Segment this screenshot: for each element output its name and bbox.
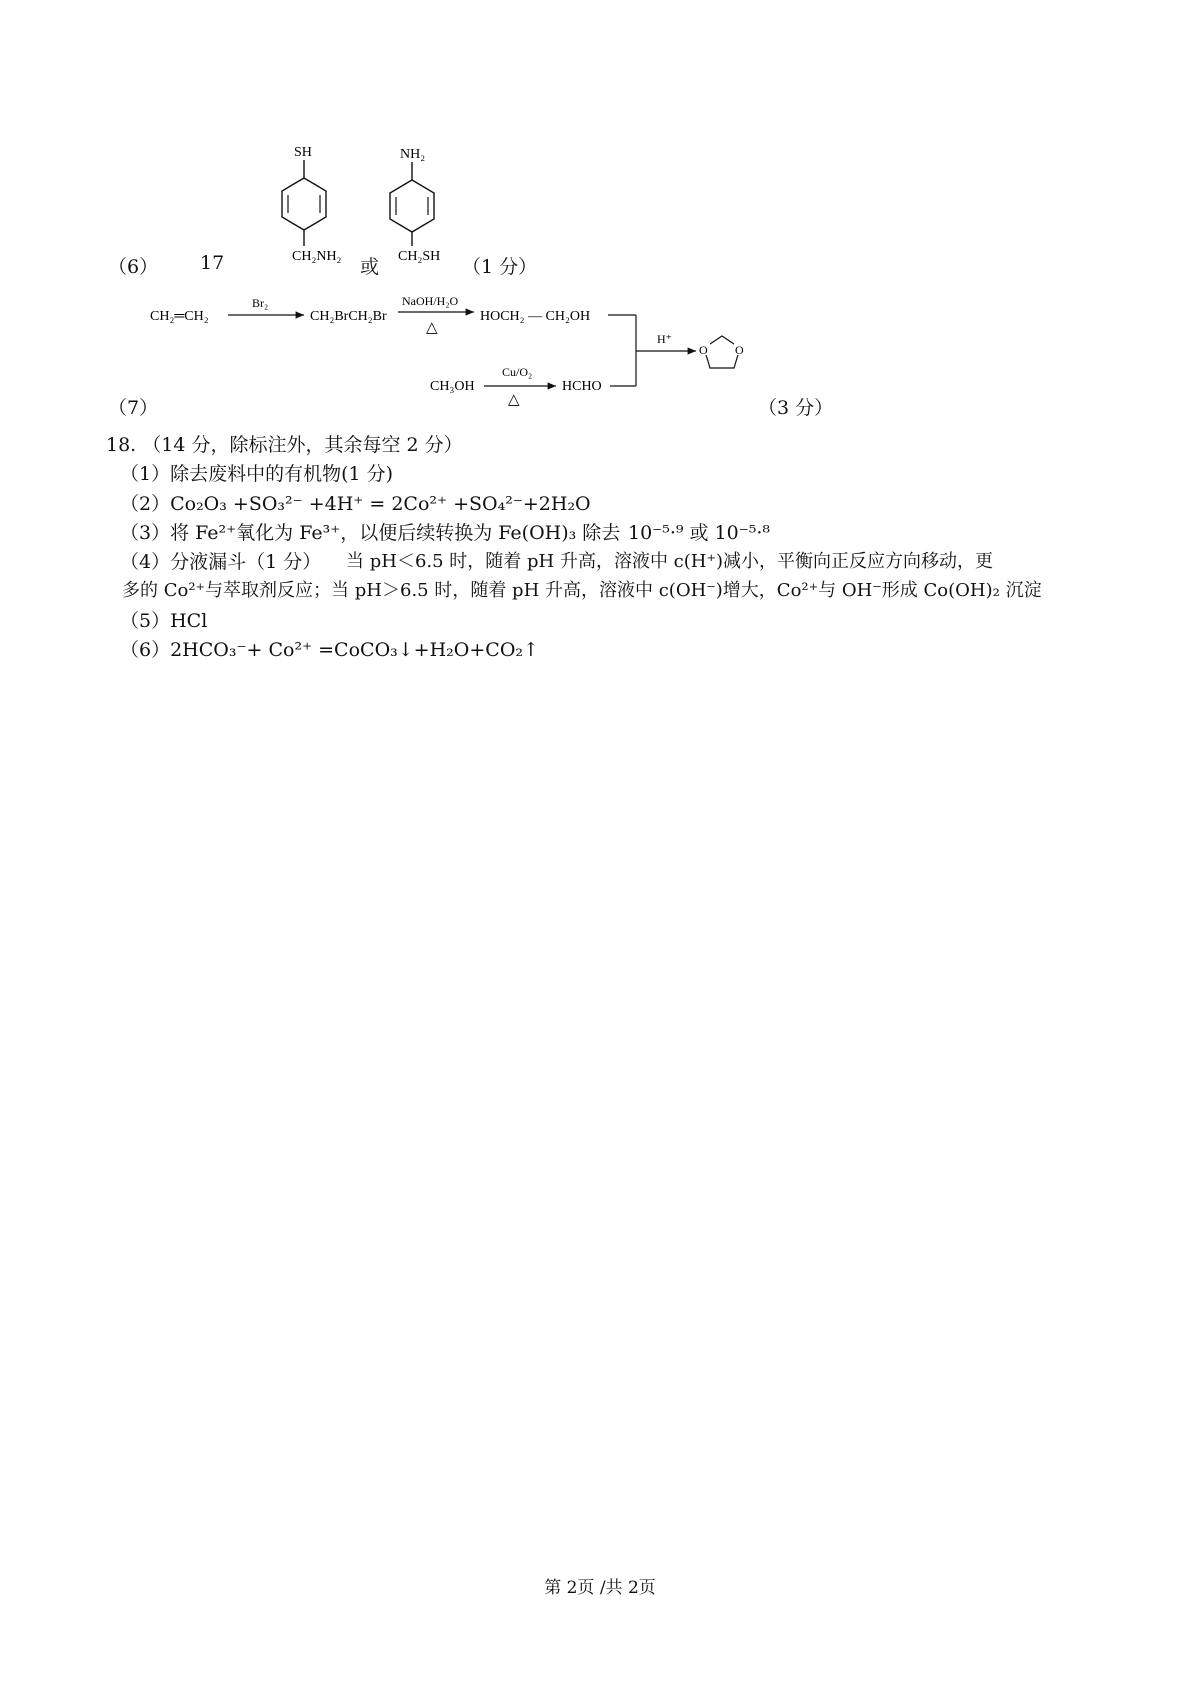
page-footer: 第 2页 /共 2页 bbox=[544, 1578, 656, 1598]
q18-line-3-text: 将 Fe²⁺氧化为 Fe³⁺，以便后续转换为 Fe(OH)₃ 除去 bbox=[170, 522, 621, 544]
heat-symbol-1: △ bbox=[426, 320, 438, 336]
dibromoethane: CH₂BrCH₂Br bbox=[310, 309, 387, 324]
q17-part6-answer: 17 bbox=[200, 252, 225, 274]
q18-line-1: （1）除去废料中的有机物(1 分) bbox=[120, 463, 394, 485]
q18-line-5: （5）HCl bbox=[120, 610, 208, 632]
mol2-top-group: NH₂ bbox=[400, 147, 426, 162]
q18-line-4-continuation: 多的 Co²⁺与萃取剂反应；当 pH＞6.5 时，随着 pH 升高，溶液中 c(OH⁻)增大，Co²⁺与 OH⁻形成 Co(OH)₂ 沉淀 bbox=[122, 580, 1042, 601]
ring-oxygen-left: O bbox=[699, 343, 708, 357]
ethylene: CH₂═CH₂ bbox=[150, 309, 209, 324]
q18-line-2-equation: Co₂O₃ +SO₃²⁻ +4H⁺ = 2Co²⁺ +SO₄²⁻+2H₂O bbox=[170, 493, 591, 515]
reagent-naoh-h2o: NaOH/H₂O bbox=[402, 294, 459, 308]
q17-part6-score: （1 分） bbox=[462, 256, 538, 278]
q18-line-3 bbox=[120, 518, 620, 545]
q18-header: 18. （14 分，除标注外，其余每空 2 分） bbox=[106, 434, 463, 456]
mol2-bottom-group: CH₂SH bbox=[398, 249, 441, 264]
q18-line-2 bbox=[120, 489, 591, 516]
q18-line-6-equation: 2HCO₃⁻+ Co²⁺ =CoCO₃↓+H₂O+CO₂↑ bbox=[170, 639, 539, 661]
synthesis-scheme bbox=[140, 290, 820, 430]
q18-line-4-label: （4） bbox=[120, 551, 171, 573]
ring-oxygen-right: O bbox=[735, 343, 744, 357]
q18-line-4-answer-b: 当 pH＜6.5 时，随着 pH 升高，溶液中 c(H⁺)减小，平衡向正反应方向移动，更 bbox=[346, 551, 993, 572]
mol1-top-group: SH bbox=[294, 145, 312, 160]
q17-part6-label: （6） bbox=[108, 256, 159, 278]
q18-line-3-label: （3） bbox=[120, 522, 171, 544]
q18-line-4 bbox=[120, 547, 321, 574]
heat-symbol-2: △ bbox=[508, 392, 520, 408]
q17-part7-label: （7） bbox=[108, 397, 159, 419]
molecule-structure-1 bbox=[260, 138, 370, 273]
q18-line-2-label: （2） bbox=[120, 493, 171, 515]
q18-line-6 bbox=[120, 635, 539, 662]
reagent-br2: Br₂ bbox=[252, 296, 269, 310]
mol1-bottom-group: CH₂NH₂ bbox=[292, 249, 342, 264]
q18-line-3-answer: 10⁻⁵·⁹ 或 10⁻⁵·⁸ bbox=[628, 522, 771, 544]
methanol: CH₃OH bbox=[430, 379, 475, 394]
q17-part7-score: （3 分） bbox=[758, 397, 834, 419]
q18-line-6-label: （6） bbox=[120, 639, 171, 661]
acid-catalyst: H⁺ bbox=[657, 332, 672, 346]
or-word: 或 bbox=[360, 256, 380, 278]
q18-line-4-answer-a: 分液漏斗（1 分） bbox=[170, 551, 322, 573]
ethylene-glycol: HOCH₂ — CH₂OH bbox=[480, 309, 591, 324]
reagent-cu-o2: Cu/O₂ bbox=[502, 365, 533, 379]
formaldehyde: HCHO bbox=[562, 379, 602, 394]
